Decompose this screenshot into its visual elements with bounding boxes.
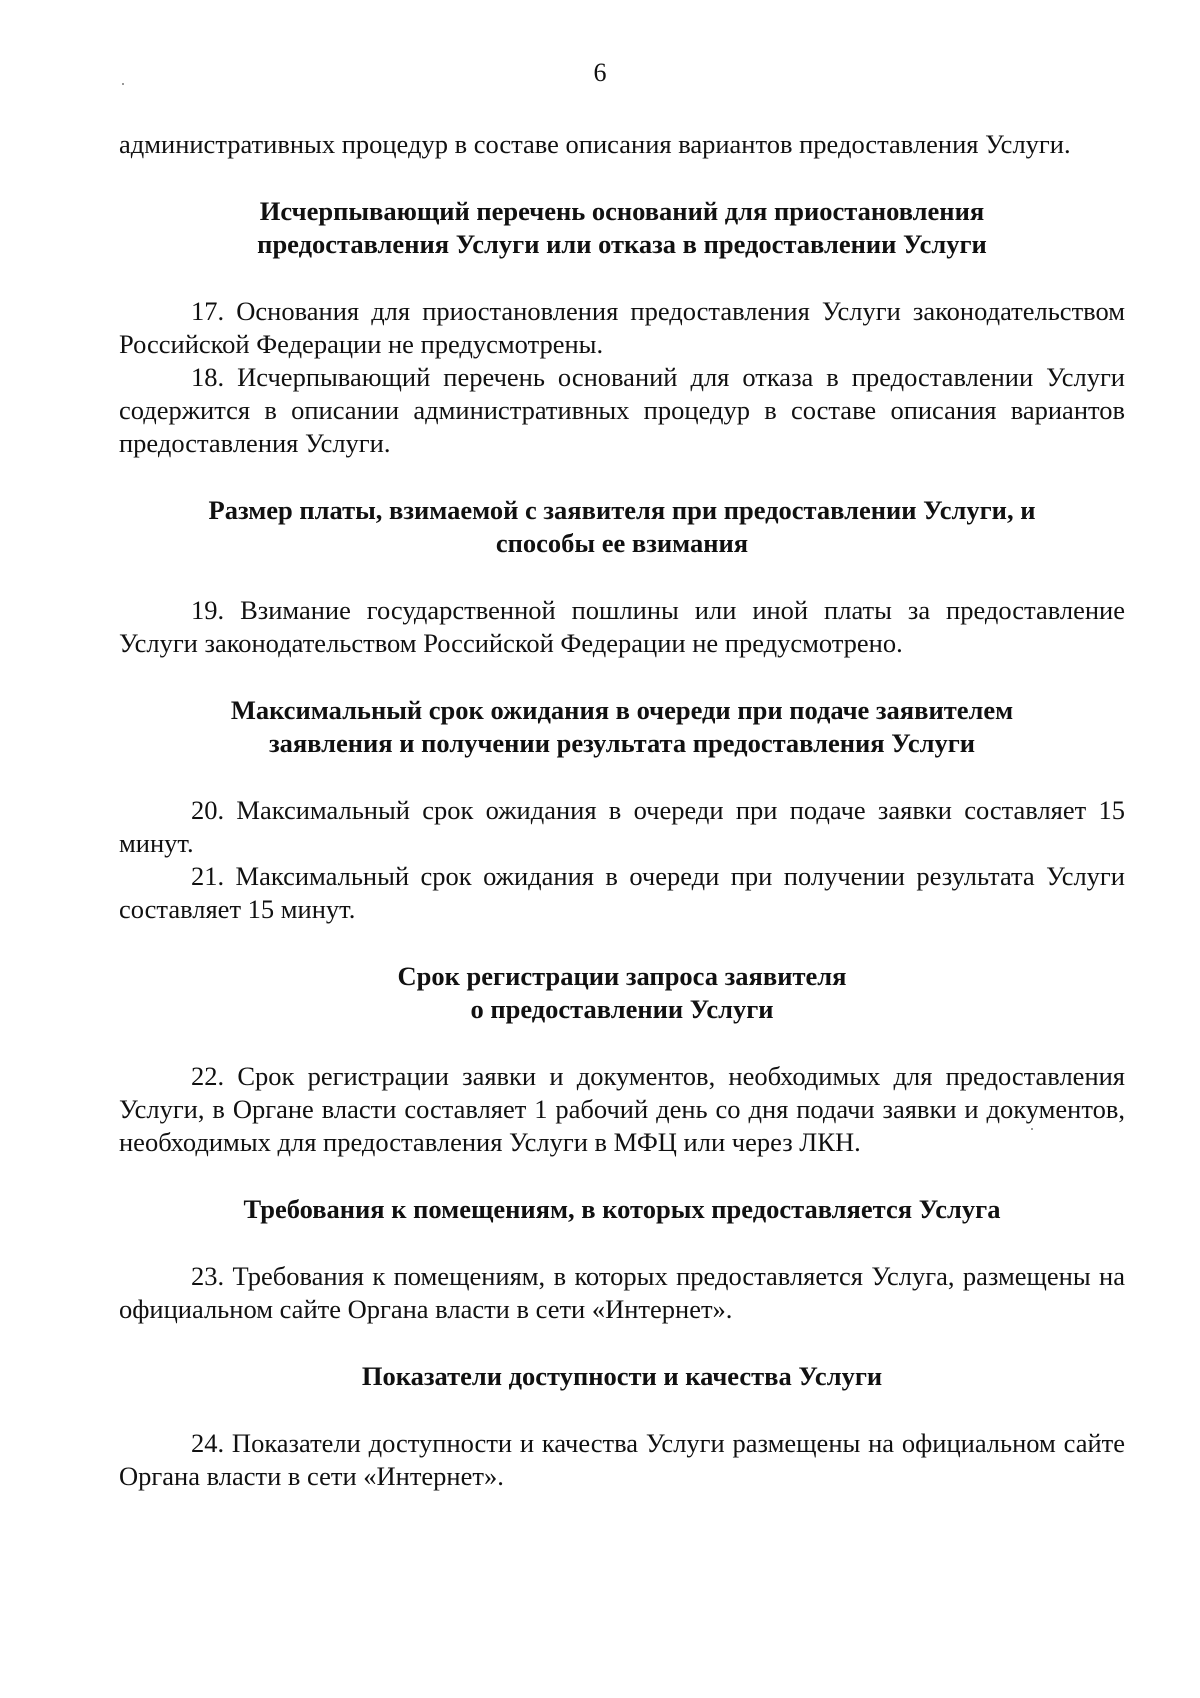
heading-line: Показатели доступности и качества Услуги [361,1361,883,1391]
heading-line: Исчерпывающий перечень оснований для приостановления [259,196,985,226]
heading-line: Срок регистрации запроса заявителя [397,961,847,991]
section-heading-quality [119,1360,1125,1393]
heading-line: Максимальный срок ожидания в очереди при подаче заявителем [230,695,1014,725]
heading-line: Размер платы, взимаемой с заявителя при предоставлении Услуги, и [208,495,1036,525]
section-heading-queue-time [119,694,1125,760]
paragraph-18: 18. Исчерпывающий перечень оснований для отказа в предоставлении Услуги содержится в описании административных процедур в составе описания вариантов предоставления Услуги. [119,362,1125,458]
paragraph-20: 20. Максимальный срок ожидания в очереди при подаче заявки составляет 15 минут. [119,795,1125,858]
paragraph-24: 24. Показатели доступности и качества Услуги размещены на официальном сайте Органа власти в сети «Интернет». [119,1428,1125,1491]
heading-line: заявления и получении результата предоставления Услуги [268,728,976,758]
paragraph-21: 21. Максимальный срок ожидания в очереди при получении результата Услуги составляет 15 минут. [119,861,1125,924]
document-body [119,128,1125,1493]
heading-line: способы ее взимания [495,528,749,558]
page-number: 6 [593,58,607,87]
section-heading-fee [119,494,1125,560]
section-heading-registration [119,960,1125,1026]
heading-line: предоставления Услуги или отказа в предоставлении Услуги [257,229,987,259]
scan-speck [122,83,124,85]
paragraph-17: 17. Основания для приостановления предоставления Услуги законодательством Российской Федерации не предусмотрены. [119,296,1125,359]
heading-line: Требования к помещениям, в которых предоставляется Услуга [243,1194,1001,1224]
paragraph-continuation: административных процедур в составе описания вариантов предоставления Услуги. [119,129,1071,159]
section-heading-premises [119,1193,1125,1226]
paragraph-23: 23. Требования к помещениям, в которых предоставляется Услуга, размещены на официальном сайте Органа власти в сети «Интернет». [119,1261,1125,1324]
paragraph-19: 19. Взимание государственной пошлины или иной платы за предоставление Услуги законодательством Российской Федерации не предусмотрено. [119,595,1125,658]
section-heading-suspension-refusal [119,195,1125,261]
paragraph-22: 22. Срок регистрации заявки и документов, необходимых для предоставления Услуги, в Органе власти составляет 1 рабочий день со дня подачи заявки и документов, необходимых для предоставления Услуги в МФЦ или через ЛКН. [119,1061,1125,1157]
heading-line: о предоставлении Услуги [470,994,774,1024]
